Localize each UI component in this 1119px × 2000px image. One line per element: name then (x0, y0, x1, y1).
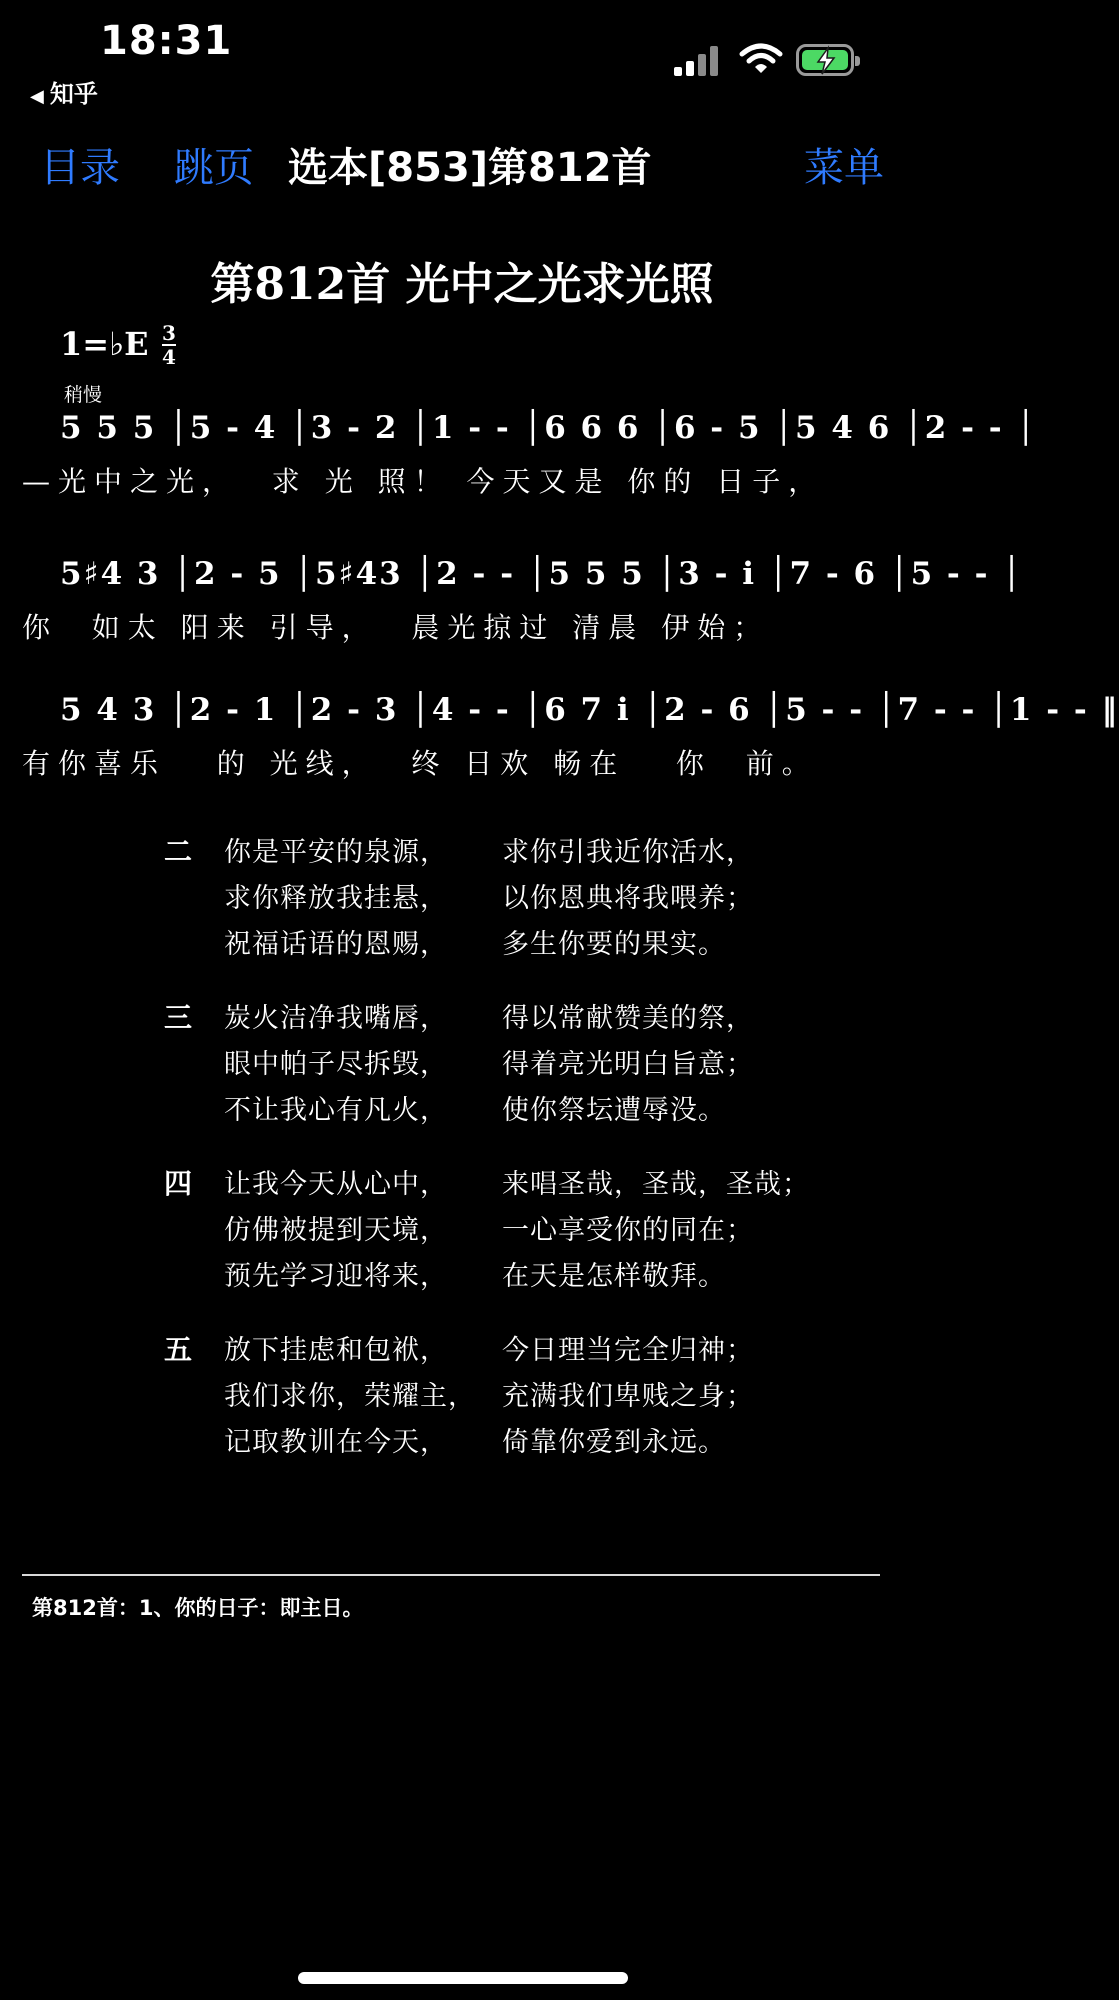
tempo-marking: 稍慢 (64, 384, 103, 406)
verse-line: 你是平安的泉源， (224, 837, 448, 868)
verse-line: 使你祭坛遭辱没。 (502, 1095, 726, 1126)
verse-number: 二 (164, 835, 193, 868)
verse-line: 不让我心有凡火， (224, 1095, 448, 1126)
verse-number: 三 (164, 1001, 193, 1034)
battery-charging-icon (796, 44, 854, 76)
verse-line: 以你恩典将我喂养； (502, 883, 754, 914)
verse-line: 眼中帕子尽拆毁， (224, 1049, 448, 1080)
verse-line: 充满我们卑贱之身； (502, 1381, 754, 1412)
cellular-signal-icon (674, 44, 722, 76)
clock: 18:31 (100, 18, 233, 64)
verse-line: 我们求你，荣耀主， (224, 1381, 476, 1412)
verse-line: 得着亮光明白旨意； (502, 1049, 754, 1080)
song-title: 第812首 光中之光求光照 (210, 259, 714, 310)
page-title: 选本[853]第812首 (288, 145, 652, 191)
verse-number: 五 (164, 1333, 193, 1366)
back-arrow-icon: ◀ (30, 86, 44, 107)
notation-line-1: 5 5 5 │5 - 4 │3 - 2 │1 - - │6 6 6 │6 - 5 │5 4 6 │2 - - │ (60, 410, 1038, 446)
verse-line: 炭火洁净我嘴唇， (224, 1003, 448, 1034)
time-signature-top: 3 (162, 321, 176, 345)
lyrics-line-2: 你 如太 阳来 引导， 晨光掠过 清晨 伊始； (22, 611, 770, 644)
verse-line: 求你引我近你活水， (502, 837, 754, 868)
verse-line: 今日理当完全归神； (502, 1335, 754, 1366)
verse-line: 放下挂虑和包袱， (224, 1335, 448, 1366)
home-indicator[interactable] (298, 1972, 628, 1984)
lyrics-line-3: 有你喜乐 的 光线， 终 日欢 畅在 你 前。 (22, 747, 818, 780)
verse-number: 四 (164, 1167, 193, 1200)
verse-line: 来唱圣哉，圣哉，圣哉； (502, 1169, 810, 1200)
verse-line: 让我今天从心中， (224, 1169, 448, 1200)
footnote: 第812首：1、你的日子：即主日。 (32, 1596, 364, 1620)
back-app-label: 知乎 (49, 80, 98, 108)
verse-line: 一心享受你的同在； (502, 1215, 754, 1246)
contents-button[interactable]: 目录 (40, 145, 120, 191)
nav-bar (0, 130, 924, 200)
time-signature-bottom: 4 (162, 345, 176, 369)
notation-line-2: 5♯4 3 │2 - 5 │5♯43 │2 - - │5 5 5 │3 - i │7 - 6 │5 - - │ (60, 556, 1023, 592)
menu-button[interactable]: 菜单 (804, 145, 884, 191)
verse-line: 得以常献赞美的祭， (502, 1003, 754, 1034)
verse-line: 记取教训在今天， (224, 1427, 448, 1458)
back-to-app-button[interactable] (30, 74, 98, 109)
footnote-divider (22, 1574, 880, 1576)
status-bar (0, 0, 924, 110)
verse-line: 多生你要的果实。 (502, 929, 726, 960)
jump-page-button[interactable]: 跳页 (174, 145, 254, 191)
verse-line: 祝福话语的恩赐， (224, 929, 448, 960)
verse-line: 倚靠你爱到永远。 (502, 1427, 726, 1458)
key-signature: 1=♭E (60, 325, 149, 363)
verse-line: 求你释放我挂悬， (224, 883, 448, 914)
time-signature (162, 322, 176, 368)
verse-line: 在天是怎样敬拜。 (502, 1261, 726, 1292)
lyrics-line-1: —光中之光， 求 光 照！ 今天又是 你的 日子， (22, 465, 825, 498)
notation-line-3: 5 4 3 │2 - 1 │2 - 3 │4 - - │6 7 i │2 - 6 │5 - - │7 - - │1 - - ‖ (60, 692, 1119, 728)
wifi-icon (740, 42, 782, 76)
verse-line: 预先学习迎将来， (224, 1261, 448, 1292)
verse-line: 仿佛被提到天境， (224, 1215, 448, 1246)
